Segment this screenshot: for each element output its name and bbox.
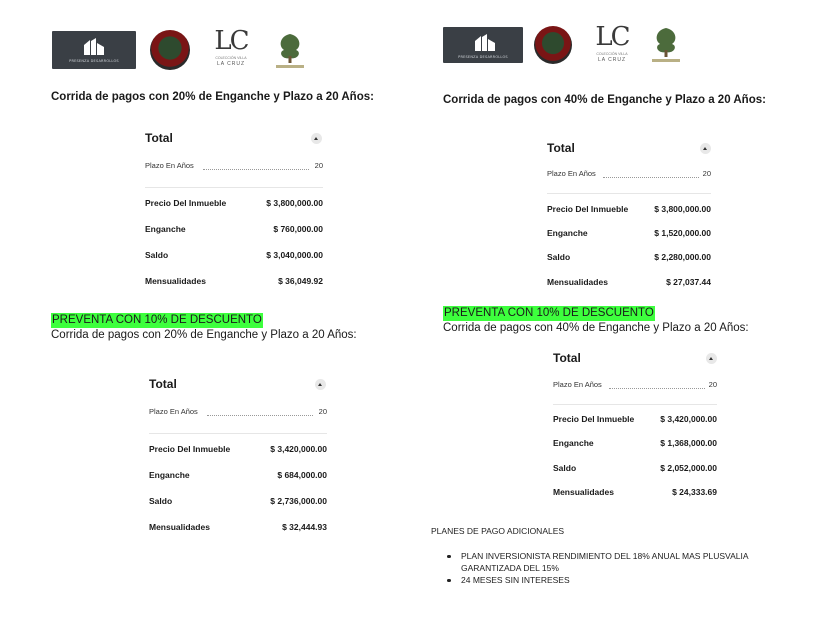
row-value-precio: $ 3,800,000.00 xyxy=(266,198,323,208)
row-label-saldo: Saldo xyxy=(553,463,577,473)
plazo-value: 20 xyxy=(708,380,717,389)
left-heading: Corrida de pagos con 20% de Enganche y Plazo a 20 Años: xyxy=(51,91,374,103)
row-value-precio: $ 3,420,000.00 xyxy=(660,414,717,424)
coleccion-villa-logo: LC COLECCIÓN VILLA LA CRUZ xyxy=(595,22,629,63)
row-label-enganche: Enganche xyxy=(553,438,594,448)
right-heading-2: Corrida de pagos con 40% de Enganche y Plazo a 20 Años: xyxy=(443,322,749,334)
row-value-enganche: $ 1,520,000.00 xyxy=(654,228,711,238)
plazo-value: 20 xyxy=(314,161,323,170)
divider xyxy=(547,193,711,194)
left-presale-banner: PREVENTA CON 10% DE DESCUENTO xyxy=(52,314,262,326)
club-emblem-logo xyxy=(534,26,572,64)
row-value-saldo: $ 2,052,000.00 xyxy=(660,463,717,473)
row-label-mensualidades: Mensualidades xyxy=(553,487,614,497)
collapse-toggle-icon[interactable] xyxy=(315,379,326,390)
card-total-label: Total xyxy=(553,351,581,365)
row-value-saldo: $ 3,040,000.00 xyxy=(266,250,323,260)
divider xyxy=(149,433,327,434)
plazo-label: Plazo En Años xyxy=(547,169,596,178)
building-icon xyxy=(473,33,497,51)
card-total-label: Total xyxy=(145,131,173,145)
plazo-label: Plazo En Años xyxy=(553,380,602,389)
building-icon xyxy=(82,37,106,55)
left-presale-payment-card xyxy=(149,377,329,537)
row-label-saldo: Saldo xyxy=(145,250,169,260)
list-item: 24 MESES SIN INTERESES xyxy=(441,574,761,586)
additional-plans-list xyxy=(441,550,761,586)
card-total-label: Total xyxy=(149,377,177,391)
row-value-mensualidades: $ 24,333.69 xyxy=(672,487,717,497)
dotted-leader xyxy=(207,415,313,416)
right-heading: Corrida de pagos con 40% de Enganche y Plazo a 20 Años: xyxy=(443,94,766,106)
divider xyxy=(553,404,717,405)
dotted-leader xyxy=(609,388,705,389)
row-value-precio: $ 3,420,000.00 xyxy=(270,444,327,454)
card-total-label: Total xyxy=(547,141,575,155)
plazo-label: Plazo En Años xyxy=(145,161,194,170)
list-item: PLAN INVERSIONISTA RENDIMIENTO DEL 18% ANUAL MAS PLUSVALIA GARANTIZADA DEL 15% xyxy=(441,550,761,574)
row-label-precio: Precio Del Inmueble xyxy=(149,444,231,454)
tree-logo xyxy=(270,30,310,72)
row-label-enganche: Enganche xyxy=(547,228,588,238)
row-value-mensualidades: $ 32,444.93 xyxy=(282,522,327,532)
club-emblem-logo xyxy=(150,30,190,70)
row-label-enganche: Enganche xyxy=(145,224,186,234)
tree-logo xyxy=(646,24,686,66)
row-label-mensualidades: Mensualidades xyxy=(547,277,608,287)
plazo-value: 20 xyxy=(318,407,327,416)
row-value-enganche: $ 1,368,000.00 xyxy=(660,438,717,448)
collapse-toggle-icon[interactable] xyxy=(700,143,711,154)
row-label-saldo: Saldo xyxy=(149,496,173,506)
row-label-mensualidades: Mensualidades xyxy=(149,522,210,532)
row-label-precio: Precio Del Inmueble xyxy=(553,414,635,424)
row-value-saldo: $ 2,280,000.00 xyxy=(654,252,711,262)
collapse-toggle-icon[interactable] xyxy=(311,133,322,144)
dotted-leader xyxy=(603,177,699,178)
coleccion-villa-logo: LC COLECCIÓN VILLA LA CRUZ xyxy=(214,26,248,67)
row-value-precio: $ 3,800,000.00 xyxy=(654,204,711,214)
row-label-enganche: Enganche xyxy=(149,470,190,480)
left-payment-card xyxy=(145,131,325,291)
right-payment-card xyxy=(547,141,713,291)
plazo-label: Plazo En Años xyxy=(149,407,198,416)
dotted-leader xyxy=(203,169,309,170)
row-label-precio: Precio Del Inmueble xyxy=(145,198,227,208)
row-value-enganche: $ 684,000.00 xyxy=(277,470,327,480)
right-presale-payment-card xyxy=(553,351,719,501)
row-label-saldo: Saldo xyxy=(547,252,571,262)
additional-plans-title: PLANES DE PAGO ADICIONALES xyxy=(431,526,565,536)
left-heading-2: Corrida de pagos con 20% de Enganche y Plazo a 20 Años: xyxy=(51,329,357,341)
right-presale-banner: PREVENTA CON 10% DE DESCUENTO xyxy=(444,307,654,319)
row-value-saldo: $ 2,736,000.00 xyxy=(270,496,327,506)
row-value-mensualidades: $ 27,037.44 xyxy=(666,277,711,287)
presenza-logo: PRESENZA DESARROLLOS xyxy=(52,31,136,69)
row-label-mensualidades: Mensualidades xyxy=(145,276,206,286)
row-value-enganche: $ 760,000.00 xyxy=(273,224,323,234)
collapse-toggle-icon[interactable] xyxy=(706,353,717,364)
row-label-precio: Precio Del Inmueble xyxy=(547,204,629,214)
presenza-logo: PRESENZA DESARROLLOS xyxy=(443,27,523,63)
row-value-mensualidades: $ 36,049.92 xyxy=(278,276,323,286)
divider xyxy=(145,187,323,188)
plazo-value: 20 xyxy=(702,169,711,178)
